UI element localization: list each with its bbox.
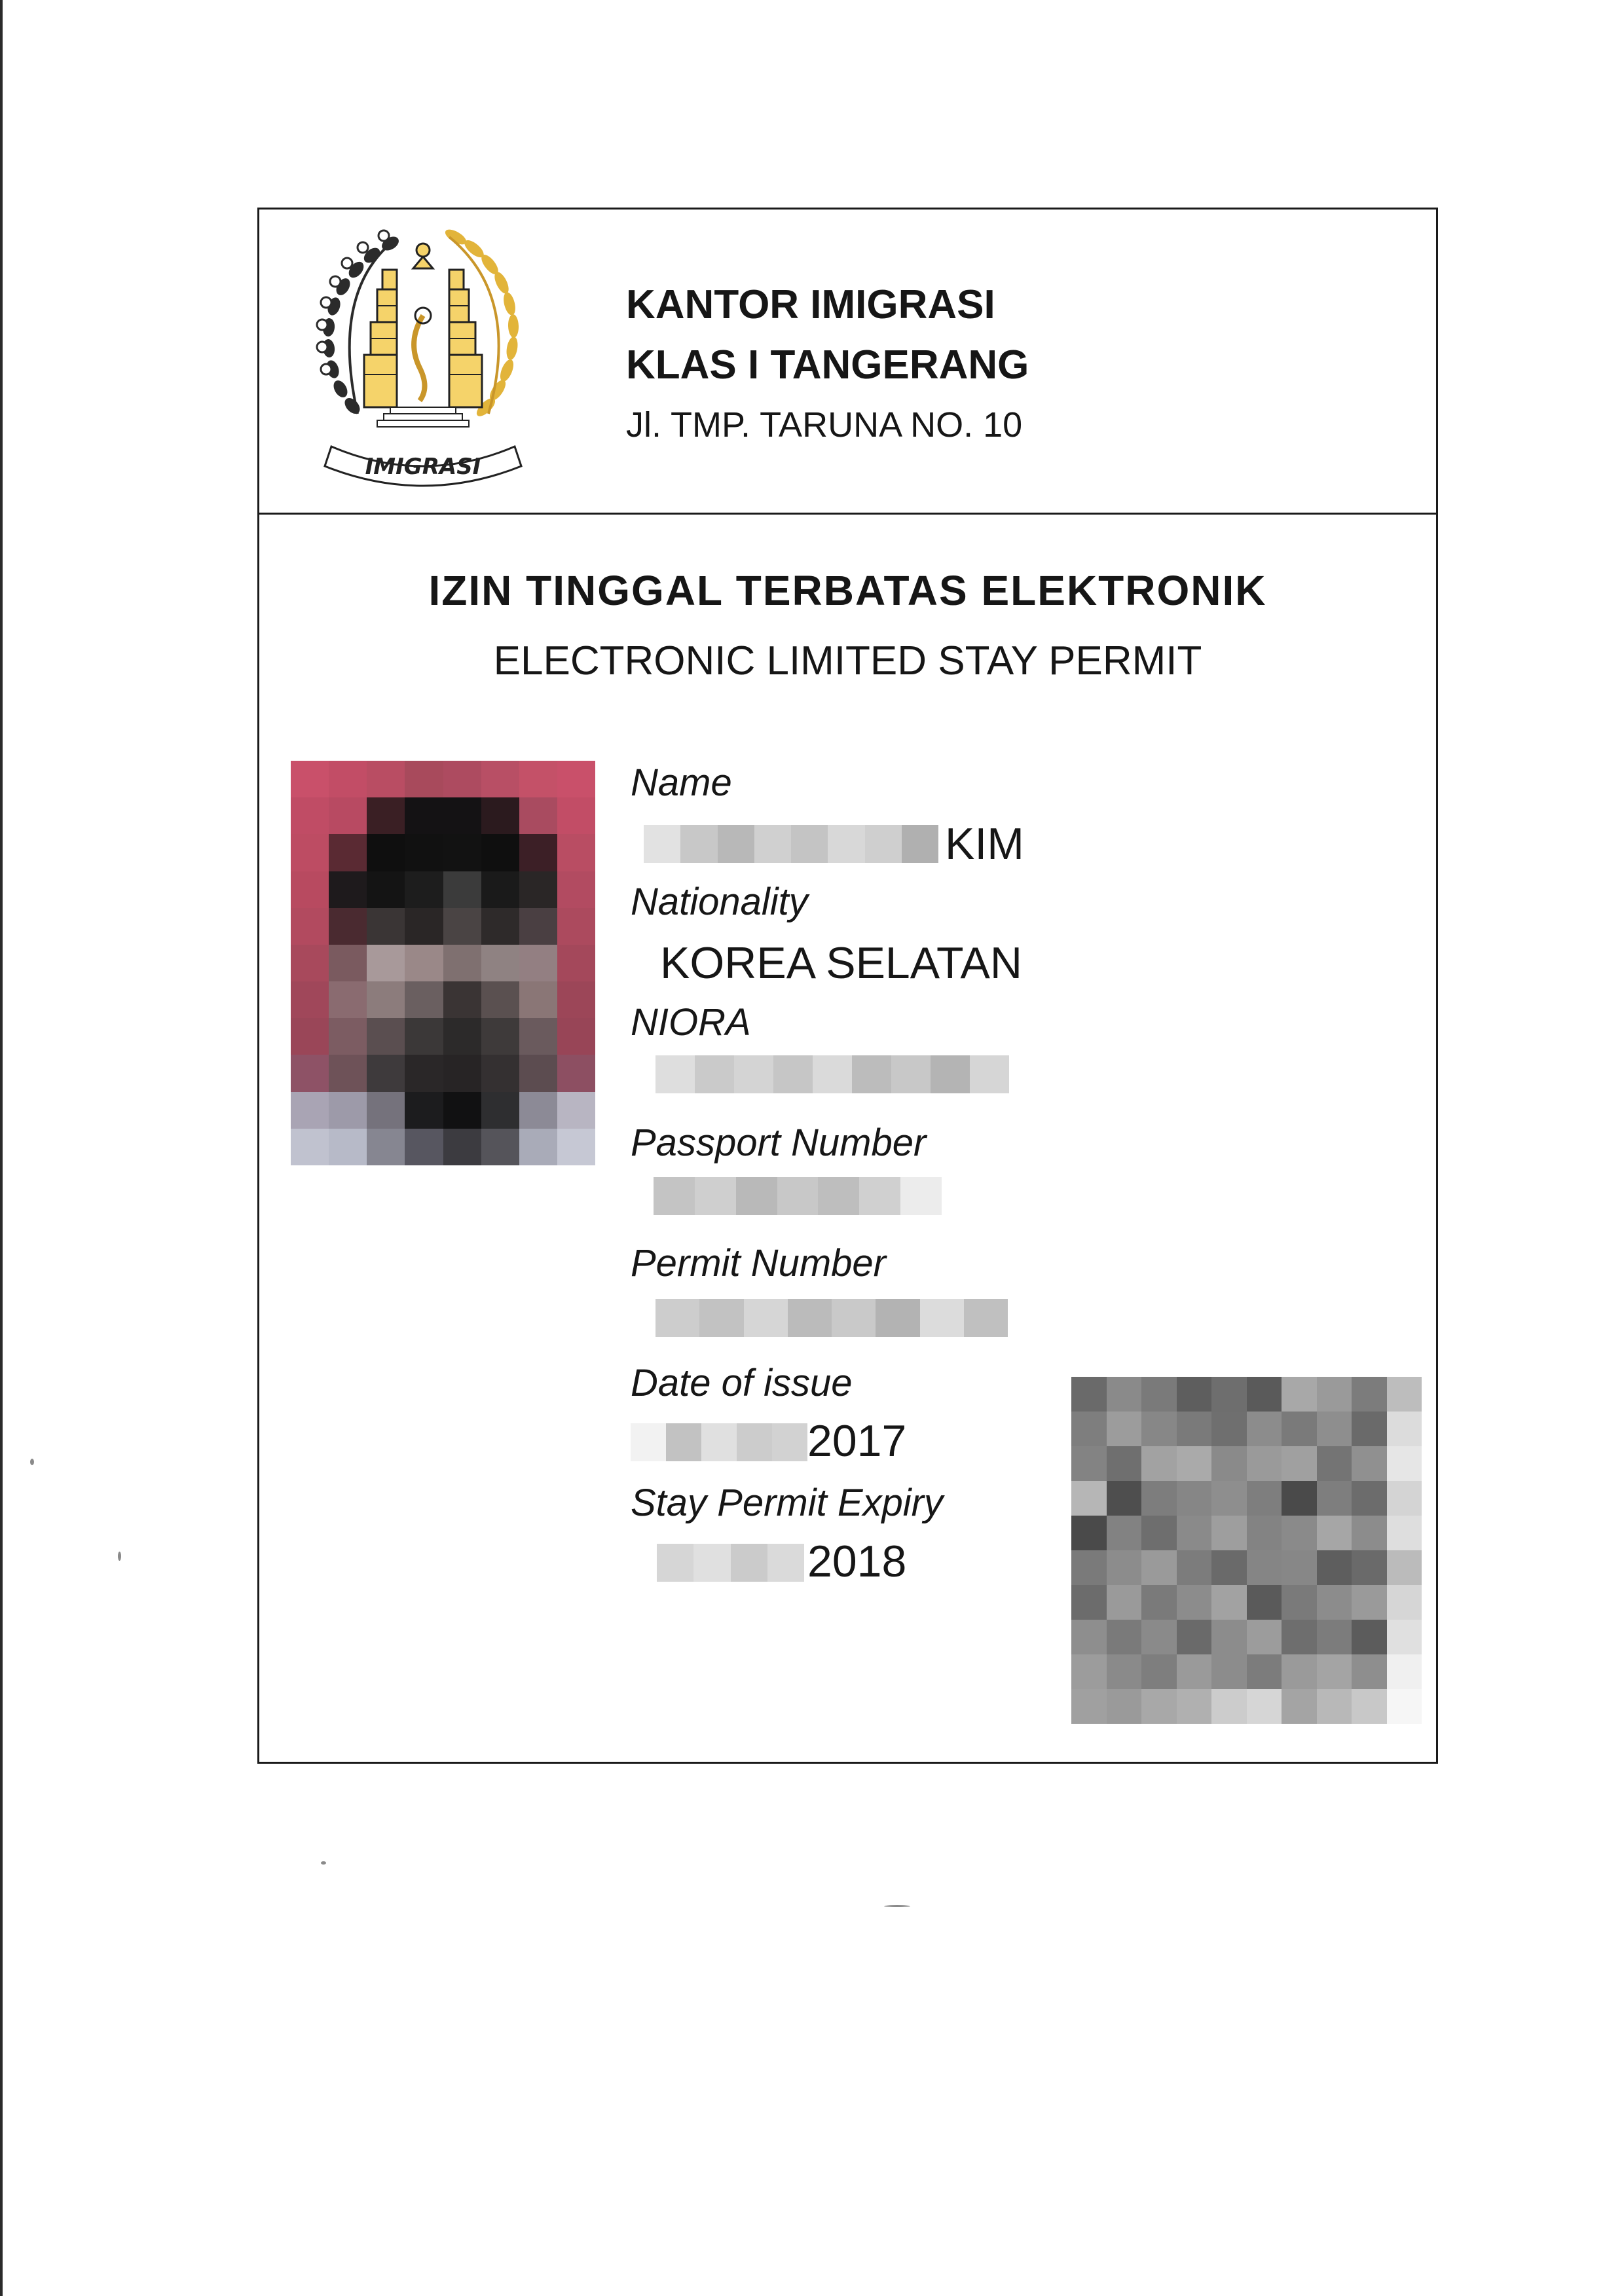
qr-mosaic-tile xyxy=(1387,1377,1422,1412)
qr-mosaic-tile xyxy=(1141,1377,1177,1412)
issuing-office xyxy=(626,275,1029,454)
permit-title-indonesian: IZIN TINGGAL TERBATAS ELEKTRONIK xyxy=(428,567,1267,614)
qr-mosaic-tile xyxy=(1107,1585,1142,1620)
qr-mosaic-tile xyxy=(1071,1550,1107,1585)
qr-mosaic-tile xyxy=(1387,1481,1422,1516)
qr-mosaic-tile xyxy=(1387,1620,1422,1654)
qr-mosaic-tile xyxy=(1387,1550,1422,1585)
photo-mosaic-tile xyxy=(405,945,443,981)
photo-mosaic-tile xyxy=(443,945,481,981)
photo-mosaic-tile xyxy=(291,871,329,908)
photo-mosaic-tile xyxy=(405,981,443,1018)
qr-mosaic-tile xyxy=(1177,1585,1212,1620)
photo-mosaic-tile xyxy=(481,1092,519,1129)
qr-mosaic-tile xyxy=(1141,1585,1177,1620)
photo-mosaic-tile xyxy=(519,871,557,908)
photo-mosaic-tile xyxy=(443,761,481,797)
photo-mosaic-tile xyxy=(481,834,519,871)
photo-mosaic-tile xyxy=(519,908,557,945)
qr-mosaic-tile xyxy=(1107,1481,1142,1516)
photo-mosaic-tile xyxy=(329,761,367,797)
qr-mosaic-tile xyxy=(1352,1550,1387,1585)
photo-mosaic-tile xyxy=(329,981,367,1018)
photo-mosaic-tile xyxy=(557,981,595,1018)
qr-mosaic-tile xyxy=(1211,1481,1247,1516)
qr-mosaic-tile xyxy=(1352,1412,1387,1446)
photo-mosaic-tile xyxy=(405,908,443,945)
qr-mosaic-tile xyxy=(1282,1620,1317,1654)
photo-mosaic-tile xyxy=(405,1018,443,1055)
qr-mosaic-tile xyxy=(1211,1377,1247,1412)
photo-mosaic-tile xyxy=(291,981,329,1018)
photo-mosaic-tile xyxy=(481,761,519,797)
qr-mosaic-tile xyxy=(1107,1654,1142,1689)
qr-mosaic-tile xyxy=(1141,1516,1177,1550)
photo-mosaic-tile xyxy=(291,1018,329,1055)
photo-mosaic-tile xyxy=(329,1092,367,1129)
photo-mosaic-tile xyxy=(519,1055,557,1091)
photo-mosaic-tile xyxy=(557,871,595,908)
qr-mosaic-tile xyxy=(1071,1446,1107,1481)
qr-mosaic-tile xyxy=(1352,1516,1387,1550)
photo-mosaic-tile xyxy=(329,908,367,945)
qr-mosaic-tile xyxy=(1141,1481,1177,1516)
qr-mosaic-tile xyxy=(1107,1550,1142,1585)
photo-mosaic-tile xyxy=(481,797,519,834)
photo-mosaic-tile xyxy=(329,1129,367,1165)
photo-mosaic-tile xyxy=(329,1055,367,1091)
qr-mosaic-tile xyxy=(1387,1516,1422,1550)
qr-mosaic-tile xyxy=(1282,1377,1317,1412)
nationality-label: Nationality xyxy=(631,881,808,923)
qr-mosaic-tile xyxy=(1352,1585,1387,1620)
photo-mosaic-tile xyxy=(367,1129,405,1165)
photo-mosaic-tile xyxy=(557,1092,595,1129)
photo-mosaic-tile xyxy=(557,1129,595,1165)
office-name: KANTOR IMIGRASI xyxy=(626,282,995,327)
photo-mosaic-tile xyxy=(519,834,557,871)
photo-mosaic-tile xyxy=(519,1018,557,1055)
photo-mosaic-tile xyxy=(405,1092,443,1129)
stay-permit-expiry-value: 2018 xyxy=(807,1537,907,1586)
photo-mosaic-tile xyxy=(481,945,519,981)
photo-mosaic-tile xyxy=(443,981,481,1018)
qr-mosaic-tile xyxy=(1107,1412,1142,1446)
qr-mosaic-tile xyxy=(1071,1481,1107,1516)
qr-mosaic-tile xyxy=(1317,1550,1352,1585)
photo-mosaic-tile xyxy=(291,945,329,981)
qr-mosaic-tile xyxy=(1282,1412,1317,1446)
photo-mosaic-tile xyxy=(557,834,595,871)
qr-mosaic-tile xyxy=(1387,1585,1422,1620)
photo-mosaic-tile xyxy=(329,945,367,981)
scan-speck xyxy=(321,1861,326,1865)
qr-mosaic-tile xyxy=(1107,1446,1142,1481)
photo-mosaic-tile xyxy=(557,945,595,981)
qr-mosaic-tile xyxy=(1317,1412,1352,1446)
header-divider xyxy=(259,513,1436,515)
qr-mosaic-tile xyxy=(1282,1481,1317,1516)
photo-mosaic-tile xyxy=(367,797,405,834)
photo-mosaic-tile xyxy=(405,871,443,908)
photo-mosaic-tile xyxy=(367,908,405,945)
photo-mosaic-tile xyxy=(329,1018,367,1055)
logo-ribbon-text: IMIGRASI xyxy=(365,454,481,480)
qr-mosaic-tile xyxy=(1141,1550,1177,1585)
qr-mosaic-tile xyxy=(1177,1654,1212,1689)
photo-mosaic-tile xyxy=(481,871,519,908)
photo-mosaic-tile xyxy=(367,1018,405,1055)
photo-mosaic-tile xyxy=(519,1092,557,1129)
qr-mosaic-tile xyxy=(1141,1654,1177,1689)
qr-mosaic-tile xyxy=(1317,1481,1352,1516)
permit-card xyxy=(257,208,1438,1764)
qr-mosaic-tile xyxy=(1211,1620,1247,1654)
qr-mosaic-tile xyxy=(1317,1516,1352,1550)
photo-mosaic-tile xyxy=(481,981,519,1018)
qr-mosaic-tile xyxy=(1247,1654,1282,1689)
photo-mosaic-tile xyxy=(443,1018,481,1055)
name-value: KIM xyxy=(945,819,1024,869)
photo-mosaic-tile xyxy=(367,1055,405,1091)
office-address: Jl. TMP. TARUNA NO. 10 xyxy=(626,405,1023,445)
photo-mosaic-tile xyxy=(557,797,595,834)
date-of-issue-value: 2017 xyxy=(807,1416,907,1466)
qr-mosaic-tile xyxy=(1211,1516,1247,1550)
qr-mosaic-tile xyxy=(1352,1377,1387,1412)
passport-number-redaction xyxy=(654,1177,942,1215)
photo-mosaic-tile xyxy=(557,761,595,797)
qr-mosaic-tile xyxy=(1317,1377,1352,1412)
qr-mosaic-tile xyxy=(1177,1377,1212,1412)
qr-mosaic-tile xyxy=(1211,1654,1247,1689)
qr-mosaic-tile xyxy=(1282,1446,1317,1481)
qr-mosaic-tile xyxy=(1317,1689,1352,1724)
qr-mosaic-tile xyxy=(1211,1412,1247,1446)
qr-mosaic-tile xyxy=(1177,1481,1212,1516)
qr-mosaic-tile xyxy=(1247,1412,1282,1446)
qr-mosaic-tile xyxy=(1211,1550,1247,1585)
qr-mosaic-tile xyxy=(1141,1446,1177,1481)
qr-mosaic-tile xyxy=(1317,1654,1352,1689)
qr-mosaic-tile xyxy=(1352,1620,1387,1654)
qr-mosaic-tile xyxy=(1282,1550,1317,1585)
photo-mosaic-tile xyxy=(291,761,329,797)
photo-mosaic-tile xyxy=(291,1055,329,1091)
qr-mosaic-tile xyxy=(1177,1689,1212,1724)
qr-mosaic-tile xyxy=(1107,1377,1142,1412)
photo-mosaic-tile xyxy=(291,908,329,945)
qr-mosaic-tile xyxy=(1071,1516,1107,1550)
qr-mosaic-tile xyxy=(1387,1412,1422,1446)
office-class: KLAS I TANGERANG xyxy=(626,342,1029,388)
qr-mosaic-tile xyxy=(1247,1550,1282,1585)
photo-mosaic-tile xyxy=(329,871,367,908)
passport-number-label: Passport Number xyxy=(631,1121,927,1164)
qr-mosaic-tile xyxy=(1247,1481,1282,1516)
scan-speck xyxy=(30,1459,34,1465)
qr-mosaic-tile xyxy=(1282,1689,1317,1724)
photo-mosaic-tile xyxy=(329,834,367,871)
photo-mosaic-tile xyxy=(405,797,443,834)
photo-mosaic-tile xyxy=(519,797,557,834)
holder-photo-pixelated xyxy=(291,761,595,1165)
photo-mosaic-tile xyxy=(443,1055,481,1091)
photo-mosaic-tile xyxy=(367,871,405,908)
photo-mosaic-tile xyxy=(291,1092,329,1129)
qr-mosaic-tile xyxy=(1352,1481,1387,1516)
name-label: Name xyxy=(631,761,732,804)
permit-number-label: Permit Number xyxy=(631,1242,886,1285)
qr-mosaic-tile xyxy=(1141,1620,1177,1654)
qr-mosaic-tile xyxy=(1177,1550,1212,1585)
photo-mosaic-tile xyxy=(405,1055,443,1091)
qr-mosaic-tile xyxy=(1247,1585,1282,1620)
date-of-issue-label: Date of issue xyxy=(631,1362,853,1404)
scan-speck xyxy=(118,1552,121,1561)
qr-mosaic-tile xyxy=(1387,1654,1422,1689)
qr-mosaic-tile xyxy=(1317,1620,1352,1654)
qr-mosaic-tile xyxy=(1071,1585,1107,1620)
photo-mosaic-tile xyxy=(481,1018,519,1055)
qr-mosaic-tile xyxy=(1177,1620,1212,1654)
qr-mosaic-tile xyxy=(1352,1689,1387,1724)
photo-mosaic-tile xyxy=(519,761,557,797)
photo-mosaic-tile xyxy=(291,1129,329,1165)
photo-mosaic-tile xyxy=(329,797,367,834)
qr-mosaic-tile xyxy=(1317,1446,1352,1481)
photo-mosaic-tile xyxy=(519,1129,557,1165)
qr-mosaic-tile xyxy=(1247,1516,1282,1550)
photo-mosaic-tile xyxy=(557,908,595,945)
qr-mosaic-tile xyxy=(1352,1654,1387,1689)
photo-mosaic-tile xyxy=(481,908,519,945)
qr-mosaic-tile xyxy=(1247,1377,1282,1412)
qr-mosaic-tile xyxy=(1352,1446,1387,1481)
qr-mosaic-tile xyxy=(1317,1585,1352,1620)
permit-title-english: ELECTRONIC LIMITED STAY PERMIT xyxy=(493,638,1202,683)
date-of-issue-redaction xyxy=(631,1423,807,1461)
photo-mosaic-tile xyxy=(367,1092,405,1129)
qr-mosaic-tile xyxy=(1107,1516,1142,1550)
qr-mosaic-tile xyxy=(1387,1689,1422,1724)
photo-mosaic-tile xyxy=(367,834,405,871)
name-redaction xyxy=(644,825,938,863)
qr-mosaic-tile xyxy=(1071,1412,1107,1446)
qr-mosaic-tile xyxy=(1247,1446,1282,1481)
qr-mosaic-tile xyxy=(1177,1516,1212,1550)
qr-mosaic-tile xyxy=(1071,1654,1107,1689)
niora-label: NIORA xyxy=(631,1001,751,1044)
photo-mosaic-tile xyxy=(443,1092,481,1129)
photo-mosaic-tile xyxy=(291,797,329,834)
qr-mosaic-tile xyxy=(1282,1654,1317,1689)
scan-edge-line xyxy=(0,0,3,2296)
qr-mosaic-tile xyxy=(1211,1446,1247,1481)
photo-mosaic-tile xyxy=(557,1018,595,1055)
qr-mosaic-tile xyxy=(1177,1446,1212,1481)
qr-mosaic-tile xyxy=(1107,1689,1142,1724)
qr-mosaic-tile xyxy=(1387,1446,1422,1481)
photo-mosaic-tile xyxy=(519,945,557,981)
qr-mosaic-tile xyxy=(1247,1689,1282,1724)
photo-mosaic-tile xyxy=(367,945,405,981)
qr-mosaic-tile xyxy=(1211,1585,1247,1620)
qr-code-pixelated xyxy=(1071,1377,1422,1724)
qr-mosaic-tile xyxy=(1071,1620,1107,1654)
stay-permit-expiry-label: Stay Permit Expiry xyxy=(631,1482,943,1524)
qr-mosaic-tile xyxy=(1282,1516,1317,1550)
qr-mosaic-tile xyxy=(1107,1620,1142,1654)
photo-mosaic-tile xyxy=(443,908,481,945)
qr-mosaic-tile xyxy=(1247,1620,1282,1654)
photo-mosaic-tile xyxy=(405,761,443,797)
niora-redaction xyxy=(655,1055,1009,1093)
imigrasi-emblem-logo xyxy=(292,217,554,499)
photo-mosaic-tile xyxy=(367,981,405,1018)
photo-mosaic-tile xyxy=(519,981,557,1018)
qr-mosaic-tile xyxy=(1211,1689,1247,1724)
photo-mosaic-tile xyxy=(443,834,481,871)
photo-mosaic-tile xyxy=(405,1129,443,1165)
photo-mosaic-tile xyxy=(481,1129,519,1165)
qr-mosaic-tile xyxy=(1141,1412,1177,1446)
photo-mosaic-tile xyxy=(405,834,443,871)
photo-mosaic-tile xyxy=(291,834,329,871)
stay-permit-expiry-redaction xyxy=(657,1544,804,1582)
photo-mosaic-tile xyxy=(443,797,481,834)
photo-mosaic-tile xyxy=(443,1129,481,1165)
permit-number-redaction xyxy=(655,1299,1008,1337)
qr-mosaic-tile xyxy=(1071,1689,1107,1724)
photo-mosaic-tile xyxy=(367,761,405,797)
qr-mosaic-tile xyxy=(1141,1689,1177,1724)
qr-mosaic-tile xyxy=(1071,1377,1107,1412)
photo-mosaic-tile xyxy=(557,1055,595,1091)
nationality-value: KOREA SELATAN xyxy=(660,938,1022,988)
scan-speck xyxy=(884,1905,910,1907)
photo-mosaic-tile xyxy=(443,871,481,908)
qr-mosaic-tile xyxy=(1177,1412,1212,1446)
qr-mosaic-tile xyxy=(1282,1585,1317,1620)
photo-mosaic-tile xyxy=(481,1055,519,1091)
